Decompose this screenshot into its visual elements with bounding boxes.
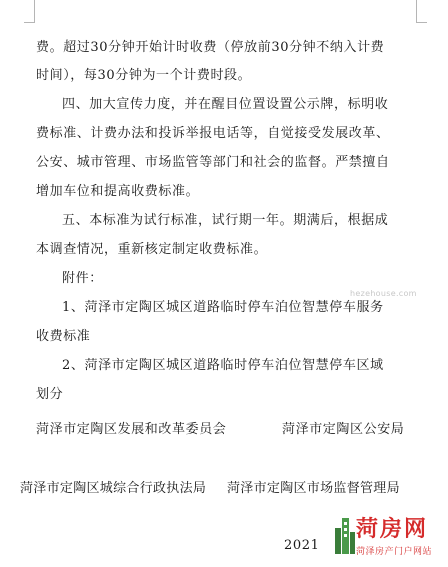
body-line: 公安、城市管理、市场监管等部门和社会的监督。严禁擅自 <box>36 155 390 170</box>
attachment-heading: 附件： <box>62 271 103 286</box>
signature-org: 菏泽市定陶区公安局 <box>282 422 405 437</box>
body-line: 费标准、计费办法和投诉举报电话等，自觉接受发展改革、 <box>36 126 390 141</box>
logo-subtext: 菏泽房产门户网站 <box>356 547 433 557</box>
site-logo <box>334 508 448 567</box>
signature-org: 菏泽市定陶区城综合行政执法局 <box>20 481 207 496</box>
margin-mark-right <box>416 0 427 23</box>
signature-org: 菏泽市定陶区发展和改革委员会 <box>36 422 227 437</box>
body-line: 本调查情况，重新核定制定收费标准。 <box>36 242 268 257</box>
building-icon <box>334 514 356 554</box>
attachment-item: 1、菏泽市定陶区城区道路临时停车泊位智慧停车服务 <box>62 300 384 315</box>
margin-mark-left <box>24 0 35 23</box>
document-date: 2021 <box>284 538 320 553</box>
watermark-url: hezehouse.com <box>350 289 417 298</box>
signature-org: 菏泽市定陶区市场监督管理局 <box>227 481 400 496</box>
body-line: 四、加大宣传力度，并在醒目位置设置公示牌，标明收 <box>62 97 389 112</box>
attachment-item: 收费标准 <box>36 329 91 344</box>
body-line: 时间），每30分钟为一个计费时段。 <box>36 68 252 83</box>
attachment-item: 划分 <box>36 387 64 402</box>
attachment-item: 2、菏泽市定陶区城区道路临时停车泊位智慧停车区域 <box>62 358 384 373</box>
body-line: 增加车位和提高收费标准。 <box>36 184 200 199</box>
logo-text: 菏房网 <box>356 517 429 542</box>
body-line: 费。超过30分钟开始计时收费（停放前30分钟不纳入计费 <box>36 40 385 55</box>
body-line: 五、本标准为试行标准，试行期一年。期满后，根据成 <box>62 213 389 228</box>
